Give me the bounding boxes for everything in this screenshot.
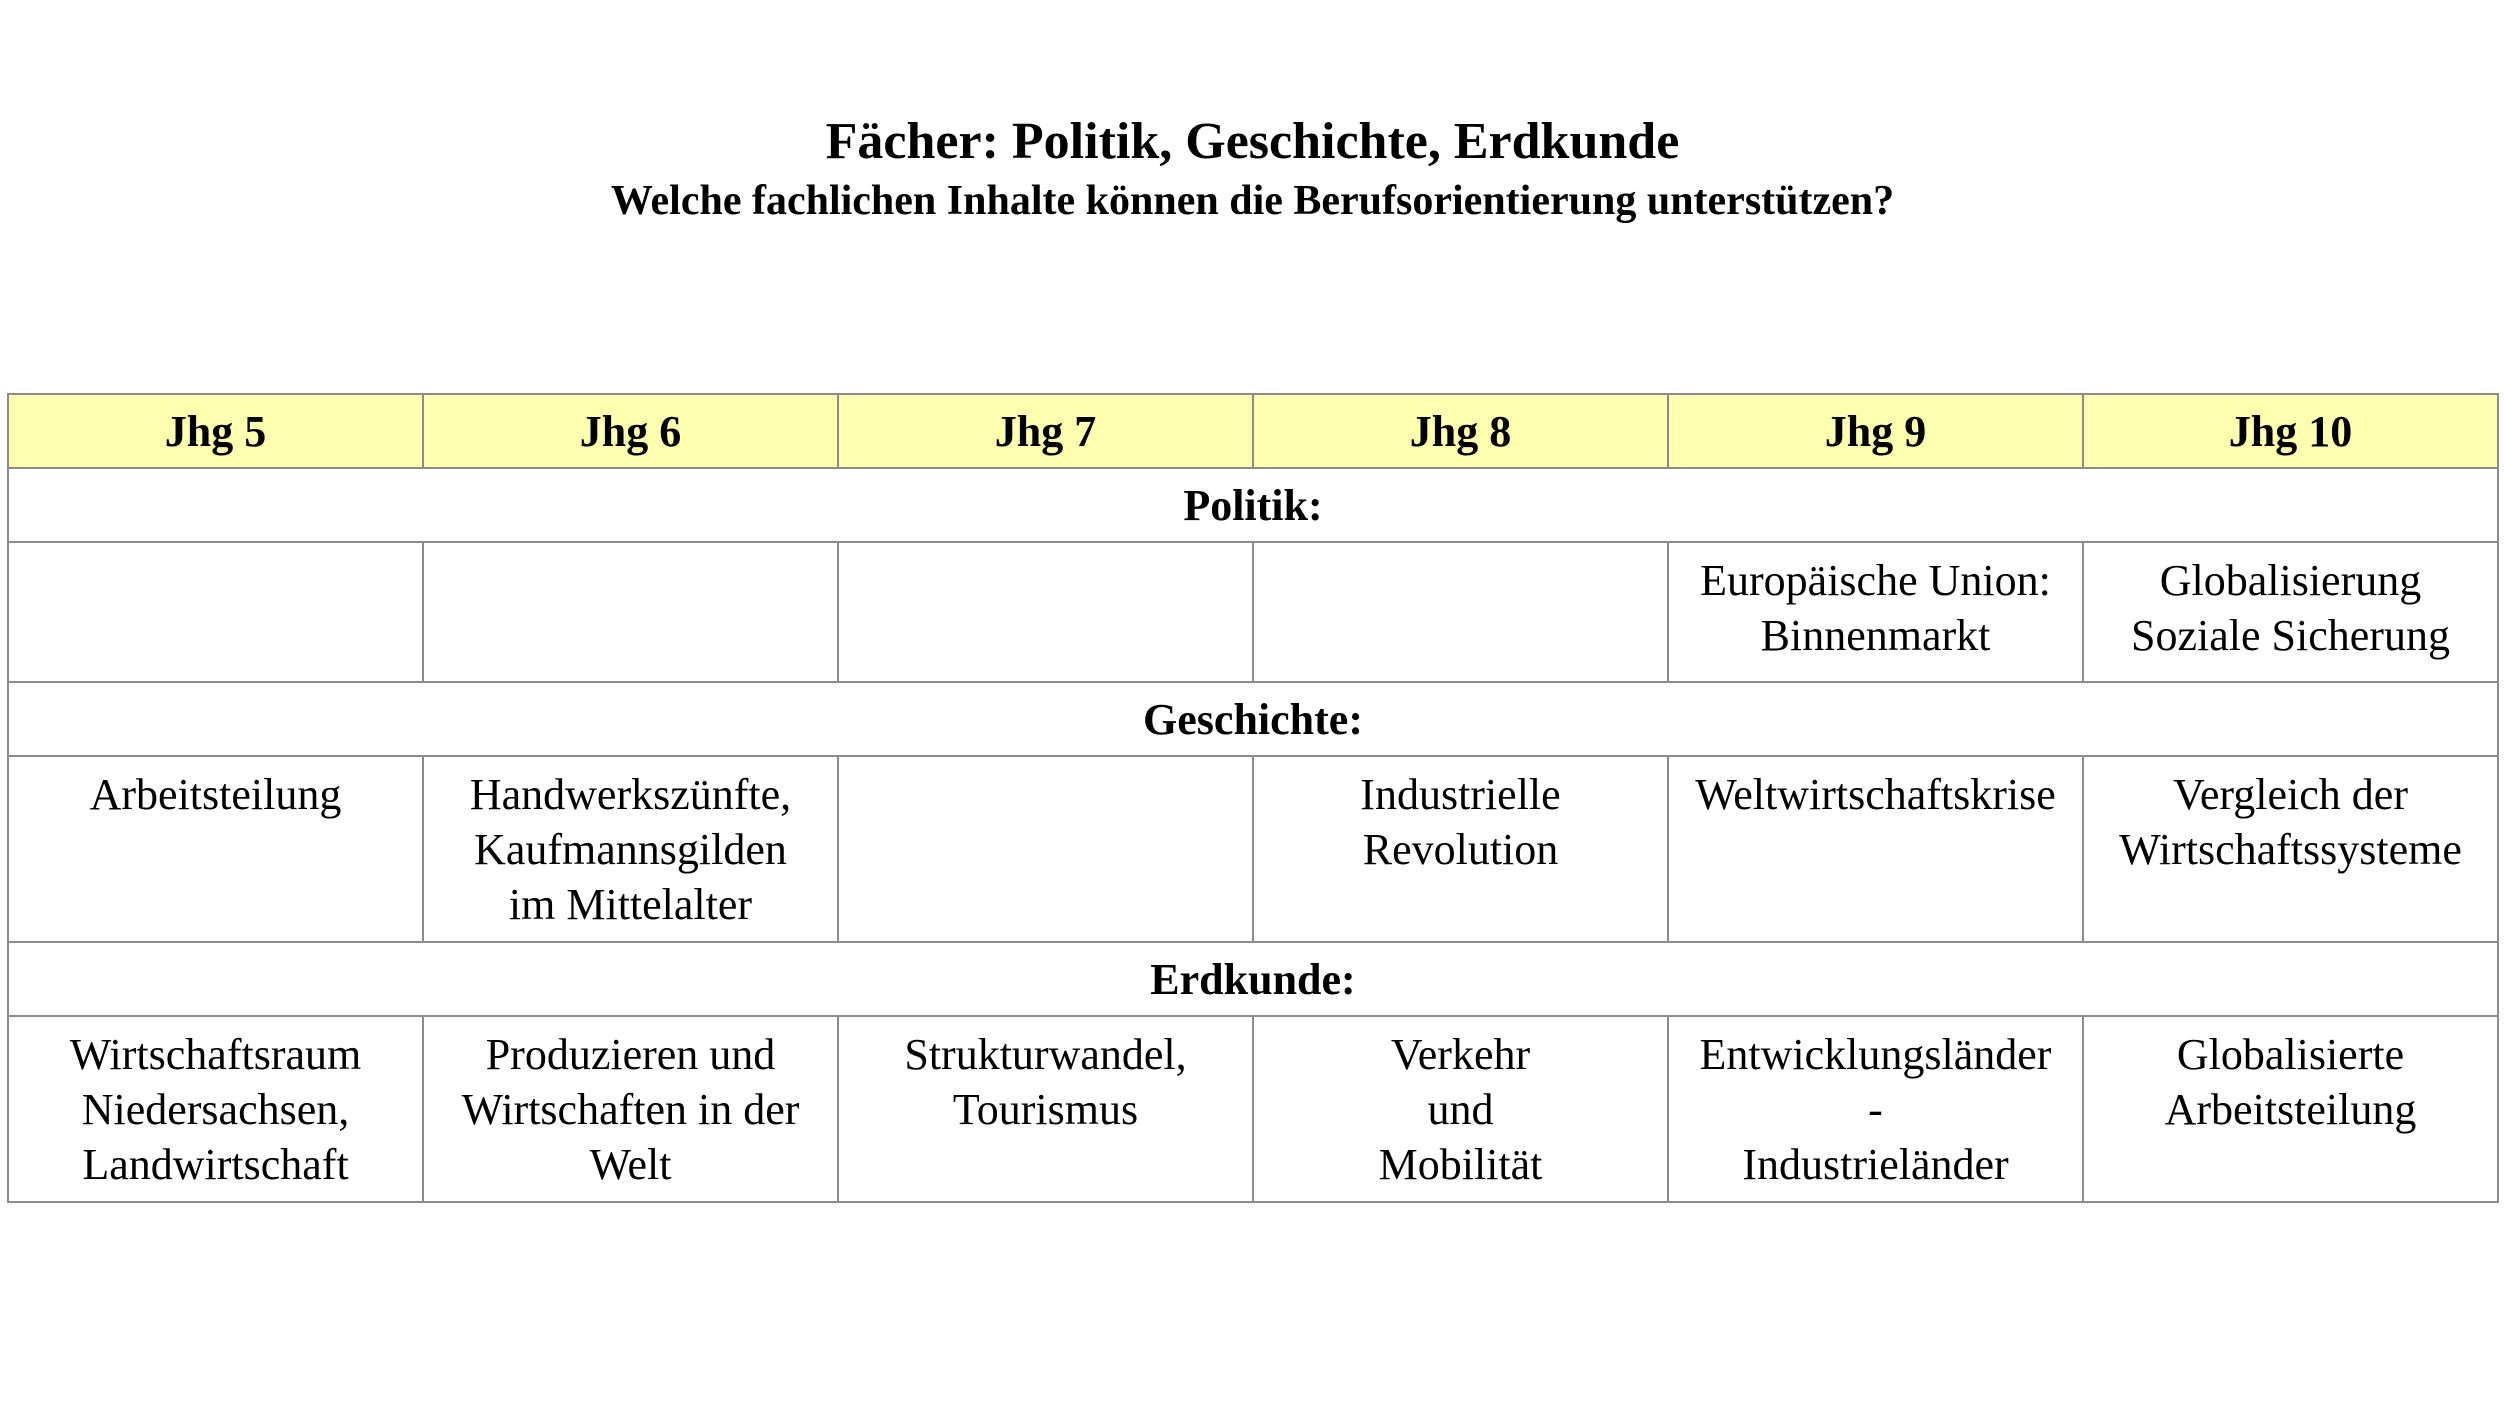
cell-text-line: Globalisierte <box>2176 1030 2405 1079</box>
content-row-politik <box>8 542 2498 682</box>
cell-politik-jhg-5 <box>8 542 423 682</box>
cell-geschichte-jhg-9 <box>1668 756 2083 942</box>
cell-text-line: Tourismus <box>952 1085 1139 1134</box>
column-header-jhg-8: Jhg 8 <box>1253 394 1668 468</box>
content-row-erdkunde <box>8 1016 2498 1202</box>
cell-text-line: Arbeitsteilung <box>2164 1085 2417 1134</box>
section-label-politik: Politik: <box>8 468 2498 542</box>
column-header-jhg-9: Jhg 9 <box>1668 394 2083 468</box>
cell-text-line: Entwicklungsländer <box>1699 1030 2052 1079</box>
cell-geschichte-jhg-6 <box>423 756 838 942</box>
cell-geschichte-jhg-10 <box>2083 756 2498 942</box>
cell-erdkunde-jhg-10 <box>2083 1016 2498 1202</box>
content-row-geschichte <box>8 756 2498 942</box>
curriculum-table <box>7 393 2499 1203</box>
cell-erdkunde-jhg-5 <box>8 1016 423 1202</box>
cell-text-line: Wirtschaftssysteme <box>2119 825 2462 874</box>
cell-text-line: Strukturwandel, <box>904 1030 1187 1079</box>
page-title: Fächer: Politik, Geschichte, Erdkunde <box>825 113 1680 170</box>
section-row-erdkunde <box>8 942 2498 1016</box>
cell-text-line: Europäische Union: <box>1700 556 2051 605</box>
cell-text-line: Mobilität <box>1378 1140 1543 1189</box>
column-header-jhg-6: Jhg 6 <box>423 394 838 468</box>
cell-erdkunde-jhg-6 <box>423 1016 838 1202</box>
header-row <box>8 394 2498 468</box>
cell-text-line: Produzieren und <box>485 1030 776 1079</box>
cell-text-line: Verkehr <box>1390 1030 1531 1079</box>
cell-text-line: Kaufmannsgilden <box>474 825 787 874</box>
section-row-politik <box>8 468 2498 542</box>
cell-text-line: Niedersachsen, <box>81 1085 350 1134</box>
cell-text-line: Handwerkszünfte, <box>469 770 792 819</box>
cell-erdkunde-jhg-9 <box>1668 1016 2083 1202</box>
cell-text-line: Industrieländer <box>1742 1140 2009 1189</box>
cell-text-line: Wirtschaftsraum <box>69 1030 362 1079</box>
cell-politik-jhg-9 <box>1668 542 2083 682</box>
cell-text-line: - <box>1868 1085 1883 1134</box>
cell-text-line: Industrielle <box>1360 770 1561 819</box>
cell-geschichte-jhg-8 <box>1253 756 1668 942</box>
cell-text-line: Arbeitsteilung <box>89 770 342 819</box>
section-row-geschichte <box>8 682 2498 756</box>
cell-text-line: Revolution <box>1362 825 1559 874</box>
cell-politik-jhg-7 <box>838 542 1253 682</box>
cell-text-line: im Mittelalter <box>508 880 753 929</box>
cell-erdkunde-jhg-8 <box>1253 1016 1668 1202</box>
cell-erdkunde-jhg-7 <box>838 1016 1253 1202</box>
cell-text-line: Landwirtschaft <box>82 1140 349 1189</box>
cell-geschichte-jhg-7 <box>838 756 1253 942</box>
cell-text-line: Vergleich der <box>2173 770 2408 819</box>
section-label-geschichte: Geschichte: <box>8 682 2498 756</box>
cell-text-line: Welt <box>589 1140 672 1189</box>
column-header-jhg-5: Jhg 5 <box>8 394 423 468</box>
cell-text-line: Weltwirtschaftskrise <box>1695 770 2056 819</box>
cell-text-line: Binnenmarkt <box>1760 611 1991 660</box>
column-header-jhg-7: Jhg 7 <box>838 394 1253 468</box>
section-label-erdkunde: Erdkunde: <box>8 942 2498 1016</box>
cell-politik-jhg-10 <box>2083 542 2498 682</box>
cell-politik-jhg-8 <box>1253 542 1668 682</box>
cell-text-line: Soziale Sicherung <box>2131 611 2450 660</box>
cell-text-line: und <box>1427 1085 1494 1134</box>
cell-geschichte-jhg-5 <box>8 756 423 942</box>
cell-text-line: Wirtschaften in der <box>461 1085 800 1134</box>
column-header-jhg-10: Jhg 10 <box>2083 394 2498 468</box>
cell-text-line: Globalisierung <box>2159 556 2422 605</box>
page-subtitle: Welche fachlichen Inhalte können die Berufsorientierung unterstützen? <box>610 178 1895 224</box>
cell-politik-jhg-6 <box>423 542 838 682</box>
